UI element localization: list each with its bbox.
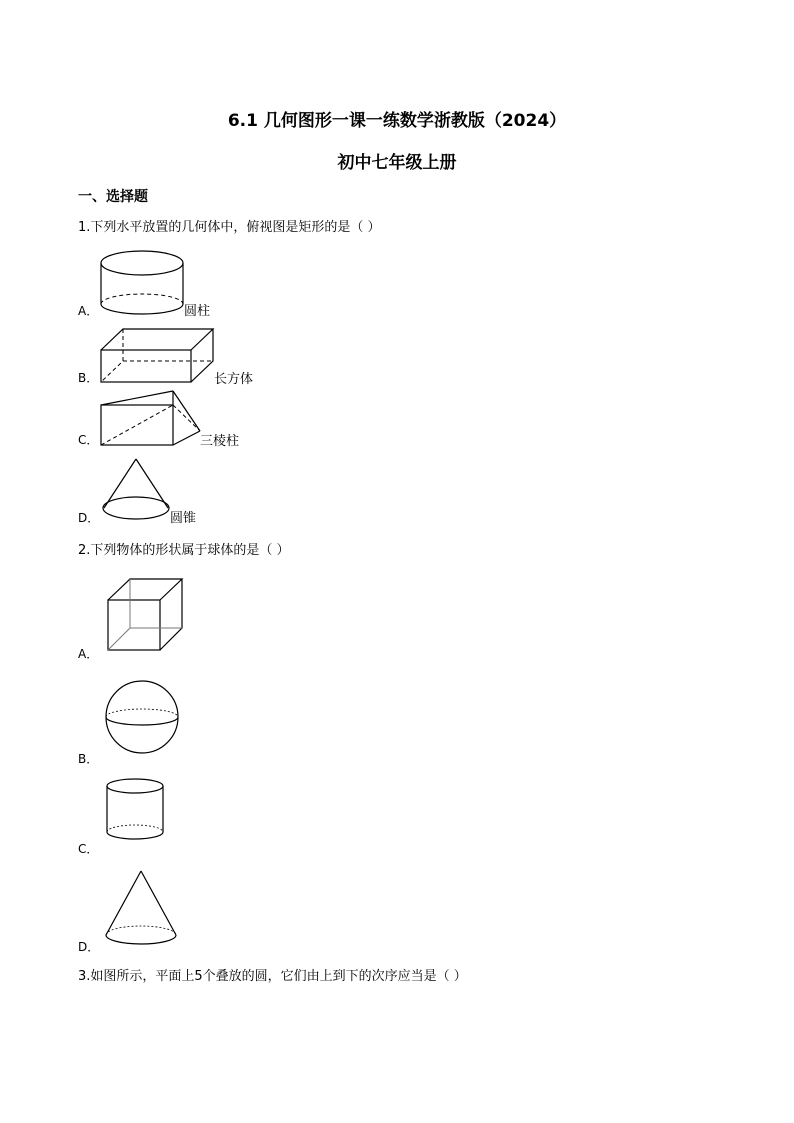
q2-cylinder-figure (106, 778, 166, 842)
section-heading: 一、选择题 (78, 189, 148, 205)
question-3-stem: 3.如图所示，平面上5个叠放的圆，它们由上到下的次序应当是（ ） (78, 969, 467, 984)
q1-option-d-letter[interactable]: D． (78, 511, 100, 525)
q1-cylinder-figure (100, 250, 186, 320)
q1-option-b-label: 长方体 (214, 372, 254, 387)
question-2-stem: 2.下列物体的形状属于球体的是（ ） (78, 543, 290, 558)
q1-option-a-letter[interactable]: A． (78, 304, 99, 318)
q2-option-c-letter[interactable]: C． (78, 842, 99, 856)
page-subtitle: 初中七年级上册 (337, 153, 457, 173)
q1-option-a-label: 圆柱 (184, 304, 211, 319)
q1-option-c-letter[interactable]: C． (78, 433, 99, 447)
q2-cone-figure (104, 870, 180, 946)
q2-sphere-figure (104, 680, 180, 754)
question-1-stem: 1.下列水平放置的几何体中，俯视图是矩形的是（ ） (78, 220, 381, 235)
q1-cuboid-figure (100, 328, 216, 384)
q2-option-a-letter[interactable]: A． (78, 647, 99, 661)
q1-option-b-letter[interactable]: B． (78, 371, 99, 385)
q2-option-d-letter[interactable]: D． (78, 940, 100, 954)
q1-option-d-label: 圆锥 (170, 511, 197, 526)
q1-cone-figure (100, 458, 172, 522)
q1-option-c-label: 三棱柱 (200, 434, 240, 449)
q2-cube-figure (106, 578, 184, 652)
page-title: 6.1 几何图形一课一练数学浙教版（2024） (227, 111, 567, 131)
q2-option-b-letter[interactable]: B． (78, 752, 99, 766)
q1-triangular-prism-figure (100, 390, 204, 448)
